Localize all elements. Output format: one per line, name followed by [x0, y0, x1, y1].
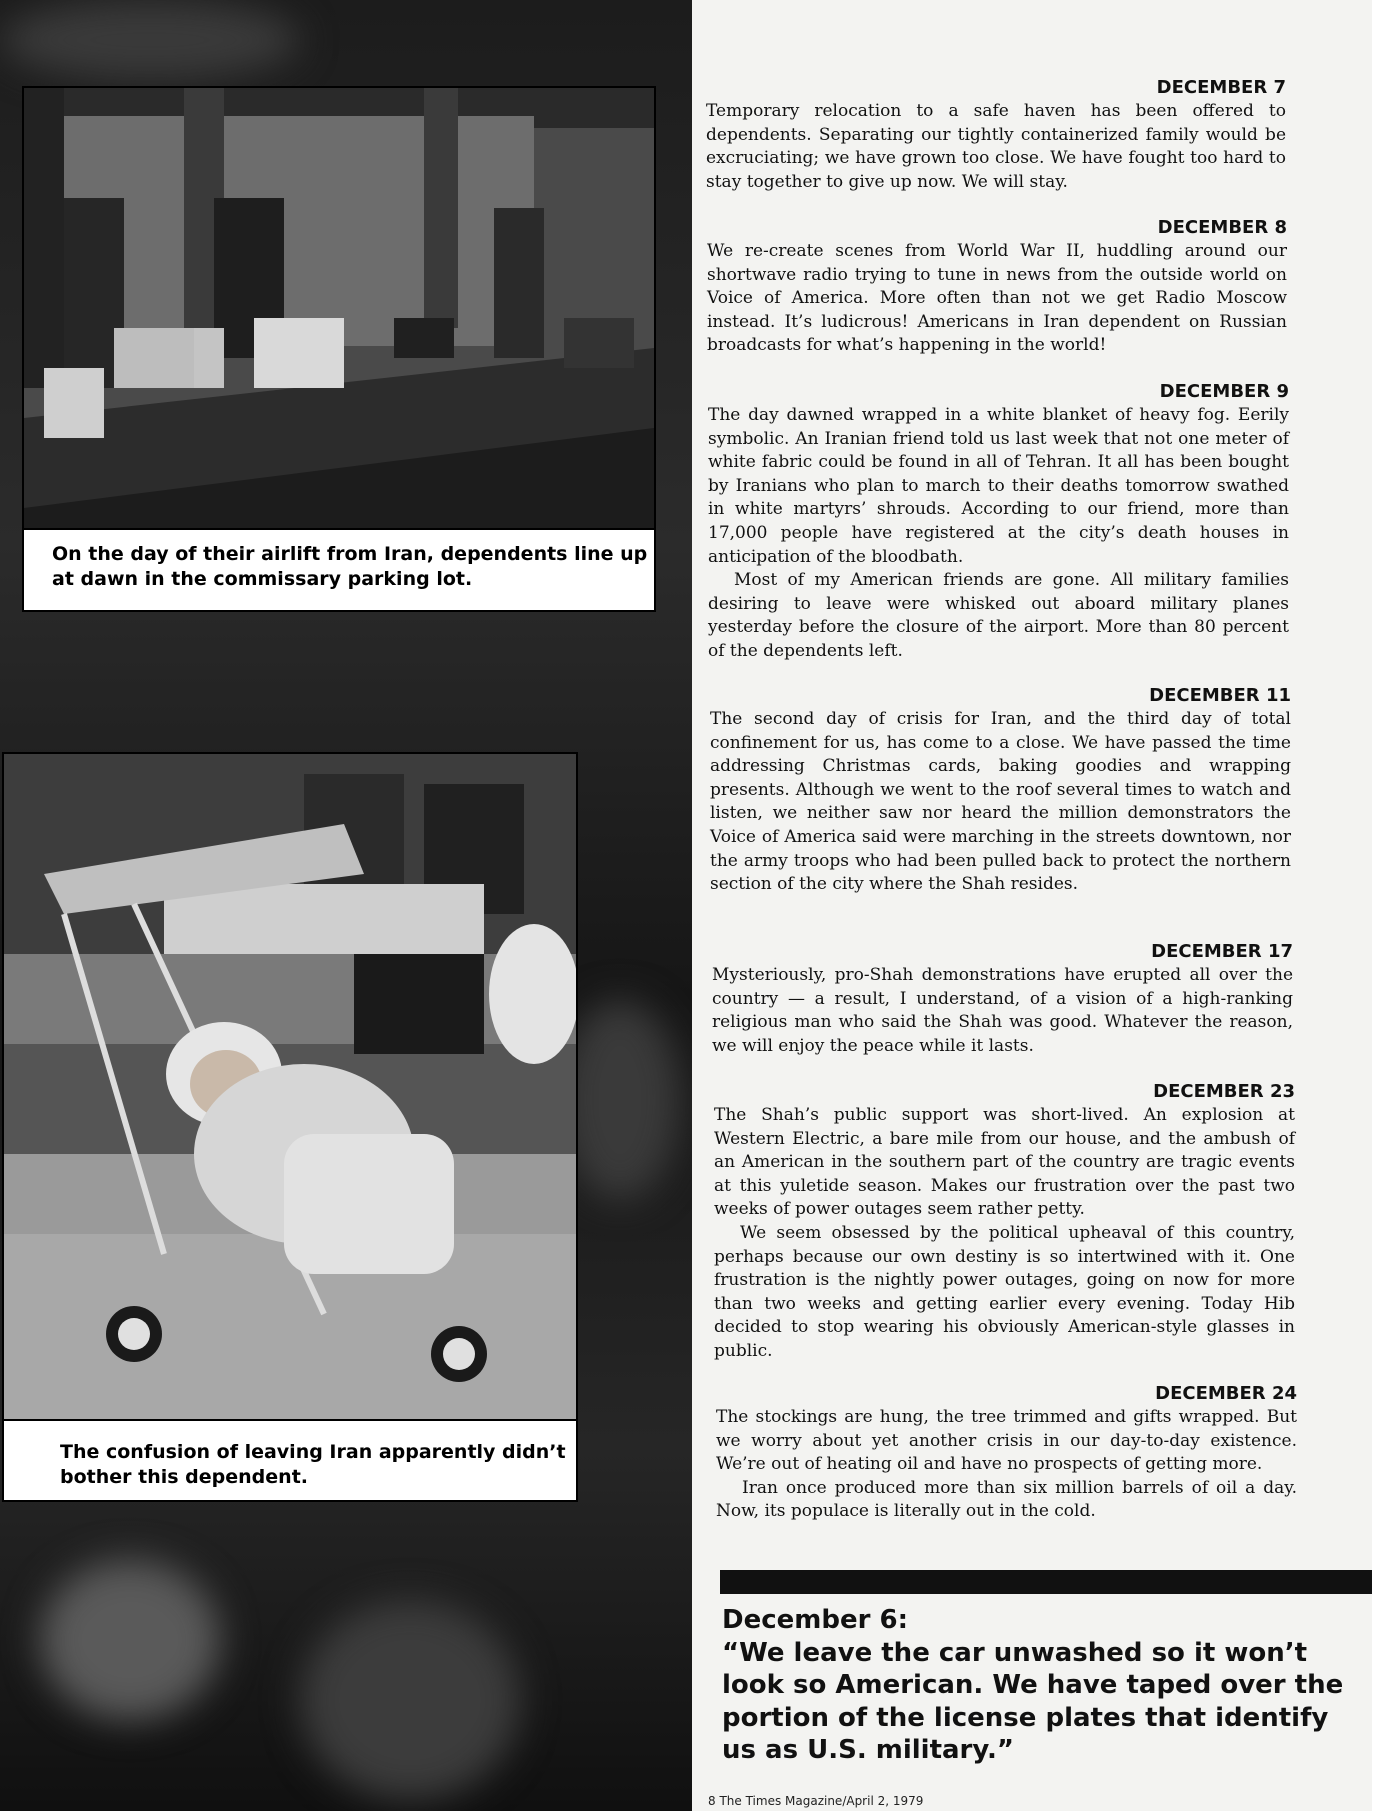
entry-date: DECEMBER 8 — [1157, 217, 1287, 238]
diary-entry-dec-8 — [707, 216, 1287, 358]
diary-entry-dec-23 — [714, 1080, 1295, 1364]
entry-paragraph: The second day of crisis for Iran, and the third day of total confinement for us, has come to a close. We have passed the time addressing Christmas cards, baking goodies and wrapping presents. Although we went to the roof several times to watch and listen, we neither saw nor heard the million demonstrators the Voice of America said were marching in the streets downtown, nor the army troops who had been pulled back to protect the northern section of the city where the Shah resides. — [710, 709, 1291, 895]
entry-paragraph: Most of my American friends are gone. All military families desiring to leave were whisked out aboard military planes yesterday before the closure of the airport. More than 80 percent of the dependents left. — [708, 570, 1289, 661]
diary-entry-dec-7 — [706, 76, 1286, 194]
page-margin — [1372, 0, 1400, 1811]
entry-paragraph: Temporary relocation to a safe haven has been offered to dependents. Separating our tightly containerized family would be excruciating; we have grown too close. We have fought too hard to stay together to give up now. We will stay. — [706, 101, 1286, 192]
entry-date: DECEMBER 23 — [1153, 1081, 1295, 1102]
photo-commissary-lineup — [22, 86, 656, 612]
entry-paragraph: Mysteriously, pro-Shah demonstrations have erupted all over the country — a result, I understand, of a vision of a high-ranking religious man who said the Shah was good. Whatever the reason, we will enjoy the peace while it lasts. — [712, 965, 1293, 1056]
pull-quote-heading: December 6: — [722, 1605, 908, 1635]
diary-entry-dec-24 — [716, 1382, 1297, 1524]
diary-entry-dec-11 — [710, 684, 1291, 897]
pull-quote — [722, 1604, 1362, 1767]
entry-paragraph: We re-create scenes from World War II, huddling around our shortwave radio trying to tune in news from the outside world on Voice of America. More often than not we get Radio Moscow instead. It’s ludicrous! Americans in Iran dependent on Russian broadcasts for what’s happening in the world! — [707, 241, 1287, 356]
diary-entry-dec-17 — [712, 940, 1293, 1058]
pull-quote-rule — [720, 1570, 1372, 1594]
photo-baby-stroller — [2, 752, 578, 1502]
stroller-photo-image — [4, 754, 576, 1419]
entry-paragraph: The Shah’s public support was short-lived. An explosion at Western Electric, a bare mile from our house, and the ambush of an American in the southern part of the country are tragic events at this yuletide season. Makes our frustration over the past two weeks of power outages seem rather petty. — [714, 1105, 1295, 1220]
commissary-photo-image — [24, 88, 654, 528]
pull-quote-text: “We leave the car unwashed so it won’t look so American. We have taped over the portion of the license plates that identify us as U.S. military.” — [722, 1637, 1344, 1765]
caption-commissary: On the day of their airlift from Iran, dependents line up at dawn in the commissary parking lot. — [52, 543, 648, 590]
entry-date: DECEMBER 9 — [1159, 381, 1289, 402]
page-folio: 8 The Times Magazine/April 2, 1979 — [708, 1794, 924, 1808]
entry-paragraph: The day dawned wrapped in a white blanket of heavy fog. Eerily symbolic. An Iranian friend told us last week that not one meter of white fabric could be found in all of Tehran. It all has been bought by Iranians who plan to march to their deaths tomorrow swathed in white martyrs’ shrouds. According to our friend, more than 17,000 people have registered at the city’s death houses in anticipation of the bloodbath. — [708, 405, 1289, 567]
entry-date: DECEMBER 17 — [1151, 941, 1293, 962]
entry-date: DECEMBER 11 — [1149, 685, 1291, 706]
entry-date: DECEMBER 7 — [1156, 77, 1286, 98]
entry-date: DECEMBER 24 — [1155, 1383, 1297, 1404]
diary-entry-dec-9 — [708, 380, 1289, 664]
entry-paragraph: The stockings are hung, the tree trimmed and gifts wrapped. But we worry about yet another crisis in our day-to-day existence. We’re out of heating oil and have no prospects of getting more. — [716, 1407, 1297, 1475]
entry-paragraph: We seem obsessed by the political upheaval of this country, perhaps because our own destiny is so intertwined with it. One frustration is the nightly power outages, going on now for more than two weeks and getting earlier every evening. Today Hib decided to stop wearing his obviously American-style glasses in public. — [714, 1222, 1295, 1361]
caption-stroller: The confusion of leaving Iran apparently didn’t bother this dependent. — [60, 1441, 566, 1488]
entry-paragraph: Iran once produced more than six million barrels of oil a day. Now, its populace is literally out in the cold. — [716, 1477, 1297, 1522]
